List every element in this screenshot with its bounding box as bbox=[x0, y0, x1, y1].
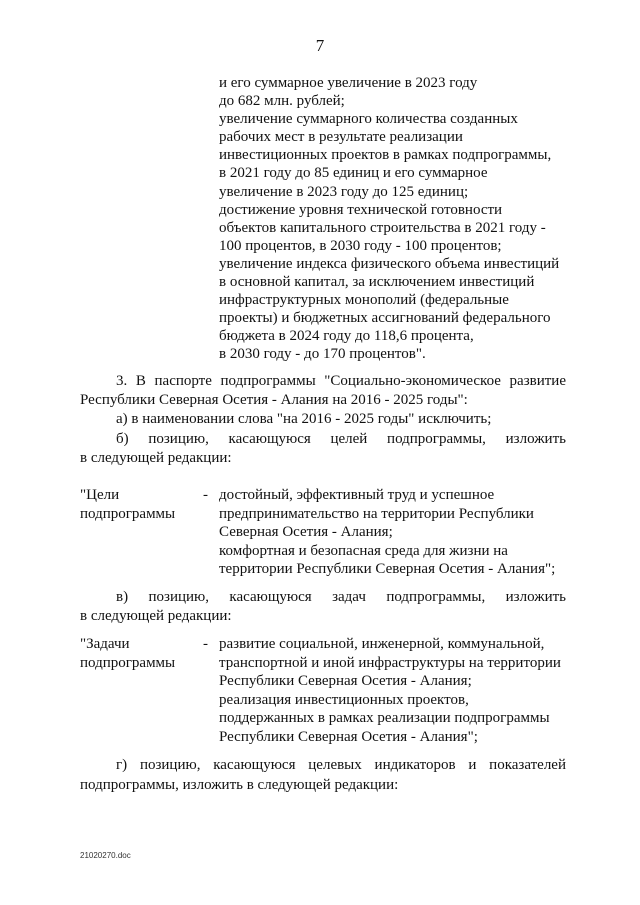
item3-sub-g-line1: г) позицию, касающуюся целевых индикаторов и показателей bbox=[116, 757, 566, 773]
continuation-line: 100 процентов, в 2030 году - 100 процентов; bbox=[219, 237, 502, 254]
continuation-line: проекты) и бюджетных ассигнований федерального bbox=[219, 310, 551, 327]
item3-sub-v-line1: в) позицию, касающуюся задач подпрограммы, изложить bbox=[116, 589, 566, 605]
goals-value-line: Северная Осетия - Алания; bbox=[219, 524, 393, 540]
tasks-value-line: поддержанных в рамках реализации подпрограммы bbox=[219, 710, 550, 726]
continuation-line: бюджета в 2024 году до 118,6 процента, bbox=[219, 328, 474, 345]
page-number: 7 bbox=[315, 36, 325, 55]
goals-value-line: предпринимательство на территории Республики bbox=[219, 505, 534, 522]
continuation-line: достижение уровня технической готовности bbox=[219, 201, 503, 218]
continuation-line: в основной капитал, за исключением инвестиций bbox=[219, 274, 535, 291]
tasks-value-line: Республики Северная Осетия - Алания"; bbox=[219, 728, 478, 745]
continuation-line: увеличение в 2023 году до 125 единиц; bbox=[219, 183, 469, 200]
tasks-label-line: подпрограммы bbox=[80, 654, 176, 671]
goals-value-line: территории Республики Северная Осетия - Алания"; bbox=[219, 561, 556, 577]
tasks-row-dash: - bbox=[203, 636, 208, 652]
tasks-value-line: реализация инвестиционных проектов, bbox=[219, 691, 469, 708]
tasks-value-line: транспортной и иной инфраструктуры на территории bbox=[219, 654, 561, 671]
continuation-line: увеличение суммарного количества созданных bbox=[219, 111, 518, 128]
item3-sub-b-line2: в следующей редакции: bbox=[80, 450, 232, 466]
continuation-line: в 2030 году - до 170 процентов". bbox=[219, 346, 426, 363]
item3-sub-g-line2: подпрограммы, изложить в следующей редакции: bbox=[80, 777, 399, 793]
continuation-line: и его суммарное увеличение в 2023 году bbox=[219, 75, 478, 91]
footer-filename: 21020270.doc bbox=[80, 851, 131, 860]
tasks-row-label bbox=[80, 635, 200, 672]
goals-value-line: комфортная и безопасная среда для жизни на bbox=[219, 542, 508, 559]
item3-sub-a: а) в наименовании слова "на 2016 - 2025 годы" исключить; bbox=[116, 411, 492, 427]
item3-line2: Республики Северная Осетия - Алания на 2016 - 2025 годы": bbox=[80, 392, 468, 408]
continuation-line: инвестиционных проектов в рамках подпрограммы, bbox=[219, 147, 552, 164]
continuation-line: объектов капитального строительства в 2021 году - bbox=[219, 219, 546, 236]
item3-sub-b-line1: б) позицию, касающуюся целей подпрограммы, изложить bbox=[116, 431, 566, 447]
goals-label-line: подпрограммы bbox=[80, 505, 176, 522]
continuation-line: увеличение индекса физического объема инвестиций bbox=[219, 255, 560, 272]
continuation-line: в 2021 году до 85 единиц и его суммарное bbox=[219, 165, 488, 182]
goals-row-dash: - bbox=[203, 487, 208, 503]
goals-row-label bbox=[80, 486, 200, 523]
continuation-line: рабочих мест в результате реализации bbox=[219, 129, 463, 146]
goals-value-line: достойный, эффективный труд и успешное bbox=[219, 487, 495, 503]
tasks-value-line: Республики Северная Осетия - Алания; bbox=[219, 673, 472, 689]
tasks-value-line: развитие социальной, инженерной, коммунальной, bbox=[219, 636, 545, 652]
continuation-line: инфраструктурных монополий (федеральные bbox=[219, 292, 509, 309]
item3-line1: 3. В паспорте подпрограммы "Социально-экономическое развитие bbox=[116, 373, 566, 389]
goals-row-value bbox=[219, 486, 579, 579]
item3-sub-v-line2: в следующей редакции: bbox=[80, 608, 232, 624]
continuation-line: до 682 млн. рублей; bbox=[219, 93, 345, 110]
tasks-row-value bbox=[219, 635, 579, 746]
tasks-label-line: "Задачи bbox=[80, 636, 130, 652]
continuation-block bbox=[219, 74, 579, 364]
goals-label-line: "Цели bbox=[80, 487, 120, 503]
